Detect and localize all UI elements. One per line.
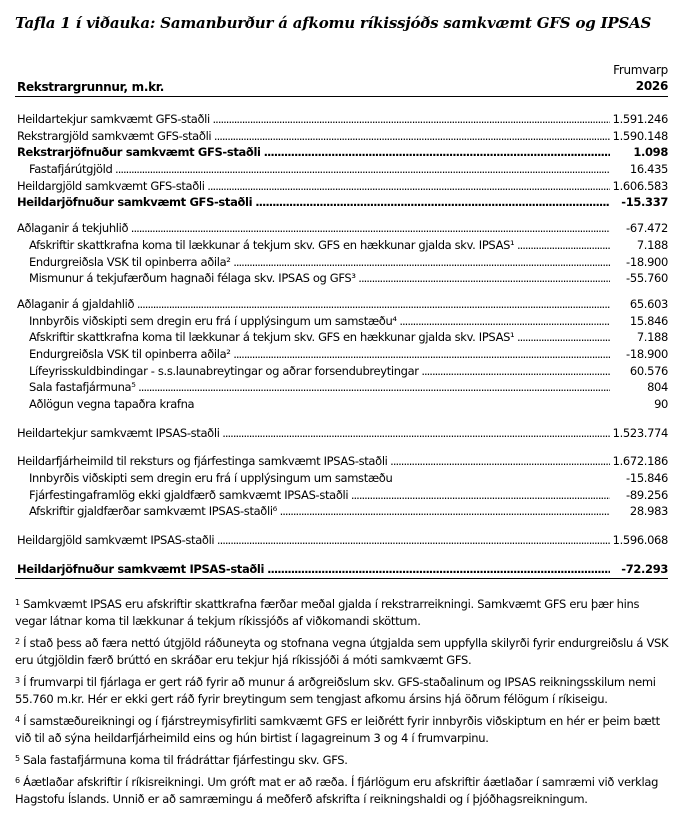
row-label: Endurgreiðsla VSK til opinberra aðila² .....	[29, 254, 610, 271]
row-label: Afskriftir skattkrafna koma til lækkunar á tekjum skv. GFS en hækkunar gjalda skv. IPSAS¹ .....	[29, 329, 610, 346]
footnote-text: Áætlaðar afskriftir í ríkisreikningi. Um gróft mat er að ræða. Í fjárlögum eru afskriftir áætlaðar í samræmi við verklag Hagstofu Íslands. Unnið er að samræmingu á meðferð afskrifta í reikningshaldi og í þjóðhagsreikningum.	[15, 775, 659, 806]
table-row	[15, 487, 668, 504]
footnote	[15, 635, 671, 669]
footnotes	[15, 596, 671, 813]
header-column-year: 2026	[635, 79, 668, 93]
table-row	[15, 396, 668, 413]
table-row	[15, 111, 668, 128]
footnote-text: Í stað þess að færa nettó útgjöld ráðuneyta og stofnana vegna útgjalda sem uppfylla skilyrði fyrir endurgreiðslu á VSK eru útgjöldin færð brúttó en skráðar eru tekjur hjá ríkissjóði á móti samkvæmt GFS.	[15, 636, 669, 667]
row-label: Mismunur á tekjufærðum hagnaði félaga skv. IPSAS og GFS³ .....	[29, 270, 610, 287]
row-value: -72.293	[612, 561, 668, 578]
row-label: Heildargjöld samkvæmt IPSAS-staðli .....	[17, 532, 610, 549]
row-label: Fastafjárútgjöld .....	[29, 161, 610, 178]
row-value: 1.606.583	[612, 178, 668, 193]
table-row	[15, 313, 668, 330]
row-label: Rekstrargjöld samkvæmt GFS-staðli .....	[17, 128, 610, 145]
row-label: Innbyrðis viðskipti sem dregin eru frá í upplýsingum um samstæðu	[29, 471, 393, 486]
row-value: -89.256	[612, 487, 668, 504]
row-label: Heildarjöfnuður samkvæmt IPSAS-staðli .....	[17, 561, 610, 578]
footnote-mark: 4	[15, 715, 20, 724]
row-value: -15.846	[612, 470, 668, 487]
row-value: 16.435	[612, 161, 668, 178]
header-column-title: Frumvarp	[613, 63, 668, 77]
table-row	[15, 144, 668, 161]
footnote-mark: 2	[15, 637, 20, 646]
footnote-text: Samkvæmt IPSAS eru afskriftir skattkrafna færðar meðal gjalda í rekstrarreikningi. Samkvæmt GFS eru þær hins vegar látnar koma til lækkunar á tekjum ríkissjóðs af viðkomandi sköttum.	[15, 597, 640, 628]
header-column	[613, 62, 668, 94]
row-value: -55.760	[612, 270, 668, 287]
row-value: 804	[612, 379, 668, 396]
row-value: 1.596.068	[612, 533, 668, 548]
row-value: 1.523.774	[612, 425, 668, 440]
row-value: 90	[612, 396, 668, 413]
table-row	[15, 329, 668, 346]
row-value: 60.576	[612, 363, 668, 380]
footnote-mark: 5	[15, 754, 20, 763]
table-row	[15, 161, 668, 178]
row-value: 65.603	[612, 296, 668, 313]
footnote-text: Sala fastafjármuna koma til frádráttar fjárfestingu skv. GFS.	[23, 753, 348, 767]
footnote	[15, 596, 671, 630]
table-row	[15, 532, 668, 549]
row-value: -18.900	[612, 254, 668, 271]
table-row	[15, 220, 668, 237]
row-value: -67.472	[612, 220, 668, 237]
row-label: Heildargjöld samkvæmt GFS-staðli .....	[17, 178, 610, 195]
table-row	[15, 453, 668, 470]
table-row	[15, 296, 668, 313]
table-header	[15, 62, 668, 97]
row-label: Sala fastafjármuna⁵ .....	[29, 379, 610, 396]
table-row	[15, 194, 668, 211]
table-row	[15, 270, 668, 287]
row-value: 1.098	[612, 144, 668, 161]
row-value: -18.900	[612, 346, 668, 363]
table-row-total	[15, 561, 668, 579]
row-value: 7.188	[612, 329, 668, 346]
row-value: 28.983	[612, 503, 668, 520]
row-label: Aðlaganir á tekjuhlið .....	[17, 220, 610, 237]
row-value: 1.672.186	[612, 454, 668, 469]
row-label: Innbyrðis viðskipti sem dregin eru frá í upplýsingum um samstæðu⁴ .....	[29, 313, 610, 330]
table-body	[15, 111, 668, 579]
table-row	[15, 237, 668, 254]
row-label: Heildartekjur samkvæmt IPSAS-staðli .....	[17, 425, 610, 442]
row-label: Heildartekjur samkvæmt GFS-staðli .....	[17, 111, 610, 128]
table-row	[15, 425, 668, 442]
row-label: Rekstrarjöfnuður samkvæmt GFS-staðli .....	[17, 144, 610, 161]
row-label: Afskriftir gjaldfærðar samkvæmt IPSAS-staðli⁶ .....	[29, 503, 610, 520]
footnote	[15, 674, 671, 708]
table-row	[15, 346, 668, 363]
row-label: Endurgreiðsla VSK til opinberra aðila² .....	[29, 346, 610, 363]
row-label: Heildarjöfnuður samkvæmt GFS-staðli .....	[17, 194, 610, 211]
footnote-mark: 1	[15, 598, 20, 607]
footnote-text: Í frumvarpi til fjárlaga er gert ráð fyrir að munur á arðgreiðslum skv. GFS-staðalinum og IPSAS reikningsskilum nemi 55.760 m.kr. Hér er ekki gert ráð fyrir breytingum sem tengjast afkomu ársins hjá öðrum félögum í ríkiseigu.	[15, 675, 656, 706]
row-label: Lífeyrisskuldbindingar - s.s.launabreytingar og aðrar forsendubreytingar .....	[29, 363, 610, 380]
table-row	[15, 178, 668, 195]
row-label: Aðlaganir á gjaldahlið .....	[17, 296, 610, 313]
row-value: -15.337	[612, 194, 668, 211]
table-row	[15, 470, 668, 487]
row-label: Afskriftir skattkrafna koma til lækkunar á tekjum skv. GFS en hækkunar gjalda skv. IPSAS¹ .....	[29, 237, 610, 254]
row-value: 7.188	[612, 237, 668, 254]
footnote-text: Í samstæðureikningi og í fjárstreymisyfirliti samkvæmt GFS er leiðrétt fyrir innbyrðis viðskiptum en hér er þeim bætt við til að sýna heildarfjárheimild eins og hún birtist í lagagreinum 3 og 4 í frumvarpinu.	[15, 714, 660, 745]
table-title: Tafla 1 í viðauka: Samanburður á afkomu ríkissjóðs samkvæmt GFS og IPSAS	[15, 14, 652, 32]
table-row	[15, 379, 668, 396]
row-value: 1.590.148	[612, 128, 668, 143]
table-row	[15, 363, 668, 380]
row-label: Aðlögun vegna tapaðra krafna	[29, 397, 195, 411]
header-basis-label: Rekstrargrunnur, m.kr.	[17, 80, 164, 94]
row-label: Heildarfjárheimild til reksturs og fjárfestinga samkvæmt IPSAS-staðli .....	[17, 453, 610, 470]
table-row	[15, 254, 668, 271]
row-label: Fjárfestingaframlög ekki gjaldfærð samkvæmt IPSAS-staðli .....	[29, 487, 610, 504]
footnote	[15, 774, 671, 808]
table-row	[15, 128, 668, 145]
footnote-mark: 6	[15, 776, 20, 785]
footnote	[15, 713, 671, 747]
footnote-mark: 3	[15, 676, 20, 685]
row-value: 15.846	[612, 313, 668, 330]
row-value: 1.591.246	[612, 112, 668, 126]
table-row	[15, 503, 668, 520]
footnote	[15, 752, 671, 769]
